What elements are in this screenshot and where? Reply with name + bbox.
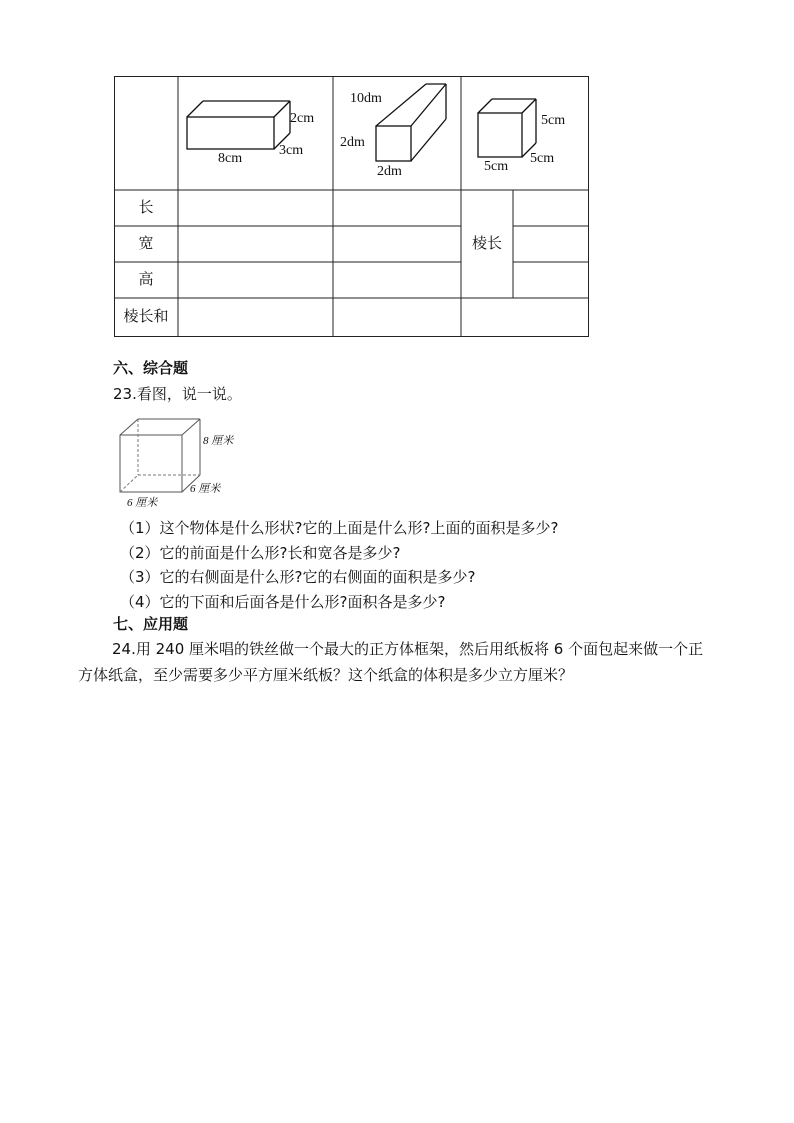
cube-figure	[478, 99, 536, 157]
row-label-width: 宽	[138, 234, 154, 252]
cuboid-figure-1	[187, 101, 290, 149]
measurement-table	[114, 76, 589, 337]
sub-question-3: （3）它的右侧面是什么形?它的右侧面的面积是多少?	[120, 568, 476, 586]
sub-question-2: （2）它的前面是什么形?长和宽各是多少?	[120, 544, 401, 562]
cube-side-label: 5cm	[530, 151, 555, 166]
cuboid1-width-label: 3cm	[279, 143, 304, 158]
section6-title: 六、综合题	[113, 359, 189, 377]
table-grid	[114, 76, 589, 337]
cuboid2-height-label: 2dm	[340, 135, 365, 150]
sub-question-1: （1）这个物体是什么形状?它的上面是什么形?上面的面积是多少?	[120, 519, 559, 537]
row-label-length: 长	[138, 198, 154, 216]
cuboid2-width-label: 2dm	[377, 164, 402, 179]
sub-question-4: （4）它的下面和后面各是什么形?面积各是多少?	[120, 593, 446, 611]
question-24: 24.用 240 厘米唱的铁丝做一个最大的正方体框架，然后用纸板将 6 个面包起来做一个正方体纸盒，至少需要多少平方厘米纸板？这个纸盒的体积是多少立方厘米？	[78, 640, 704, 684]
cuboid1-length-label: 8cm	[218, 151, 243, 166]
cuboid1-height-label: 2cm	[290, 111, 315, 126]
cube-front-label: 5cm	[484, 159, 509, 174]
cuboid2-length-label: 10dm	[350, 91, 382, 106]
cube-depth-label-6cm: 6 厘米	[190, 483, 221, 495]
cube-height-label-8cm: 8 厘米	[203, 435, 234, 447]
edge-length-label: 棱长	[471, 234, 502, 252]
question-23: 23.看图，说一说。	[113, 385, 242, 403]
cuboid-figure-2	[376, 84, 446, 161]
row-label-edge-sum: 棱长和	[123, 307, 169, 325]
section7-title: 七、应用题	[113, 615, 189, 633]
cube-width-label-6cm: 6 厘米	[127, 497, 158, 509]
row-label-height: 高	[138, 270, 154, 288]
cube-height-label: 5cm	[541, 113, 566, 128]
